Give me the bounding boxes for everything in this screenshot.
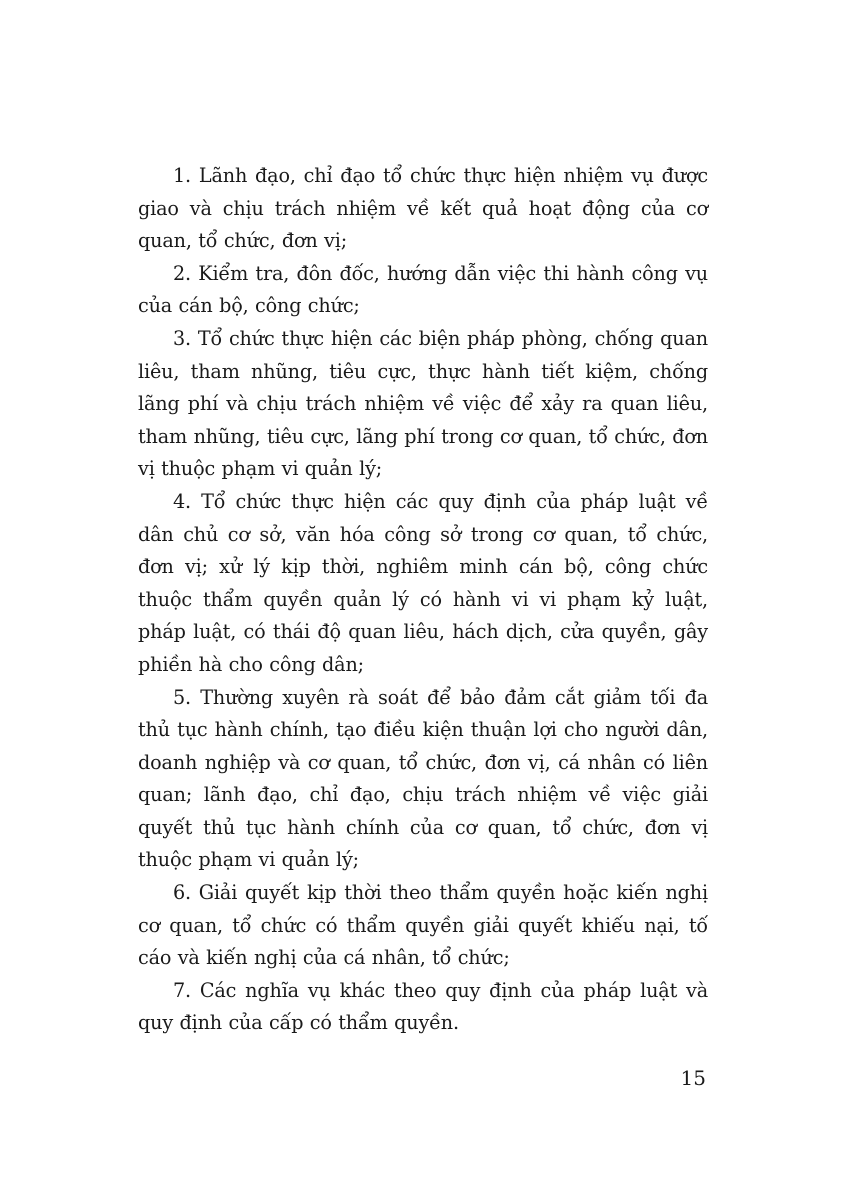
list-item-6: 6. Giải quyết kịp thời theo thẩm quyền hoặc kiến nghị cơ quan, tổ chức có thẩm quyền giải quyết khiếu nại, tố cáo và kiến nghị của cá nhân, tổ chức; [138,881,708,970]
list-item-4: 4. Tổ chức thực hiện các quy định của pháp luật về dân chủ cơ sở, văn hóa công sở trong cơ quan, tổ chức, đơn vị; xử lý kịp thời, nghiêm minh cán bộ, công chức thuộc thẩm quyền quản lý có hành vi vi phạm kỷ luật, pháp luật, có thái độ quan liêu, hách dịch, cửa quyền, gây phiền hà cho công dân; [138,489,708,676]
page-number: 15 [680,1066,706,1090]
list-item-3: 3. Tổ chức thực hiện các biện pháp phòng, chống quan liêu, tham nhũng, tiêu cực, thực hành tiết kiệm, chống lãng phí và chịu trách nhiệm về việc để xảy ra quan liêu, tham nhũng, tiêu cực, lãng phí trong cơ quan, tổ chức, đơn vị thuộc phạm vi quản lý; [138,326,708,481]
list-item-5: 5. Thường xuyên rà soát để bảo đảm cắt giảm tối đa thủ tục hành chính, tạo điều kiện thuận lợi cho người dân, doanh nghiệp và cơ quan, tổ chức, đơn vị, cá nhân có liên quan; lãnh đạo, chỉ đạo, chịu trách nhiệm về việc giải quyết thủ tục hành chính của cơ quan, tổ chức, đơn vị thuộc phạm vi quản lý; [138,685,708,872]
list-item-1: 1. Lãnh đạo, chỉ đạo tổ chức thực hiện nhiệm vụ được giao và chịu trách nhiệm về kết quả hoạt động của cơ quan, tổ chức, đơn vị; [138,164,708,253]
list-item-7: 7. Các nghĩa vụ khác theo quy định của pháp luật và quy định của cấp có thẩm quyền. [138,978,708,1035]
document-body [138,160,708,1040]
list-item-2: 2. Kiểm tra, đôn đốc, hướng dẫn việc thi hành công vụ của cán bộ, công chức; [138,261,708,318]
